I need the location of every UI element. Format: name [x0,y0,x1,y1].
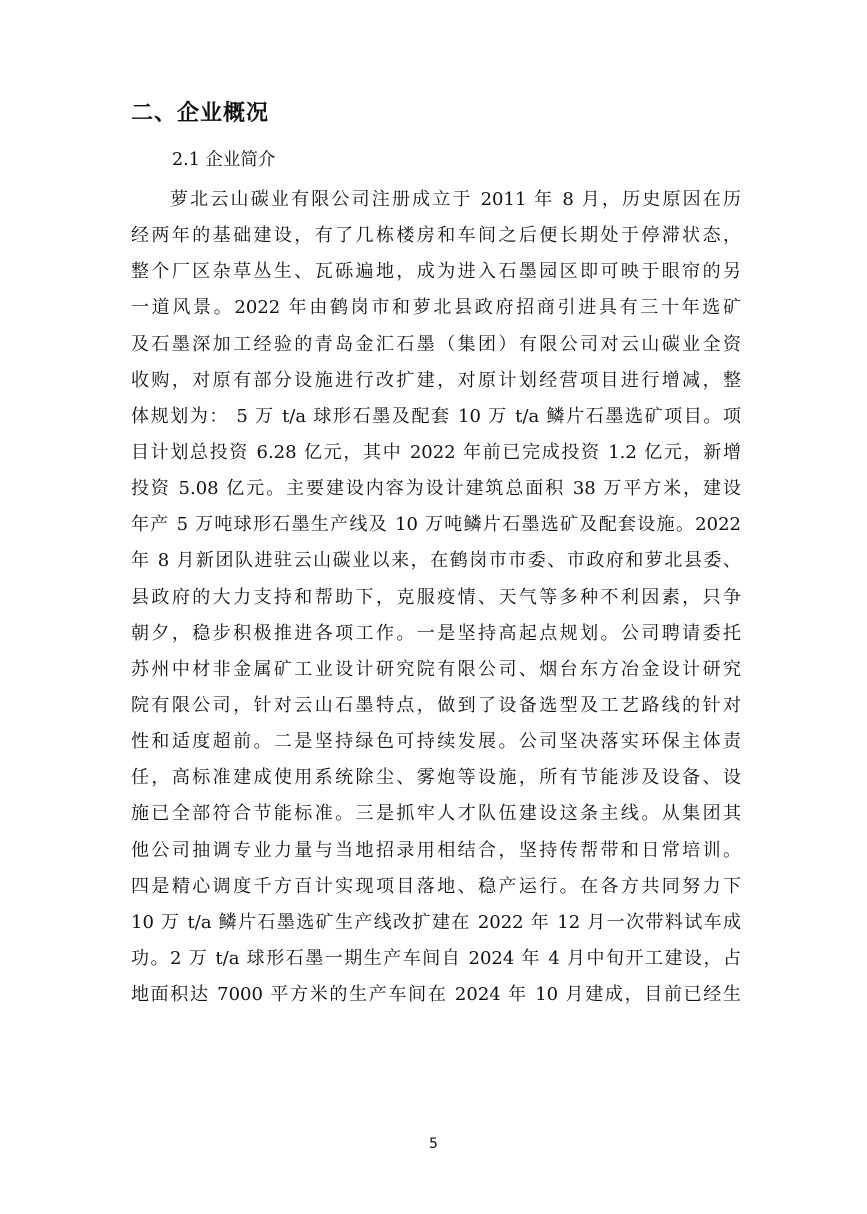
paragraph-line: 年 8 月新团队进驻云山碳业以来，在鹤岗市市委、市政府和萝北县委、 [131,550,741,572]
paragraph-line: 目计划总投资 6.28 亿元，其中 2022 年前已完成投资 1.2 亿元，新增 [131,441,741,463]
paragraph-line: 性和适度超前。二是坚持绿色可持续发展。公司坚决落实环保主体责 [131,731,741,753]
paragraph-line: 任，高标准建成使用系统除尘、雾炮等设施，所有节能涉及设备、设 [131,767,741,789]
body-paragraph [131,182,741,1013]
paragraph-line: 体规划为： 5 万 t/a 球形石墨及配套 10 万 t/a 鳞片石墨选矿项目。项 [131,405,741,427]
paragraph-line: 10 万 t/a 鳞片石墨选矿生产线改扩建在 2022 年 12 月一次带料试车成 [131,911,741,933]
section-heading: 二、企业概况 [131,101,270,126]
paragraph-line: 经两年的基础建设，有了几栋楼房和车间之后便长期处于停滞状态， [131,225,741,247]
page-number: 5 [429,1136,438,1152]
paragraph-line: 收购，对原有部分设施进行改扩建，对原计划经营项目进行增减，整 [131,369,741,391]
paragraph-line: 功。2 万 t/a 球形石墨一期生产车间自 2024 年 4 月中旬开工建设，占 [131,947,741,969]
paragraph-line: 投资 5.08 亿元。主要建设内容为设计建筑总面积 38 万平方米，建设 [131,478,741,500]
paragraph-line: 萝北云山碳业有限公司注册成立于 2011 年 8 月，历史原因在历 [170,189,741,210]
paragraph-line: 及石墨深加工经验的青岛金汇石墨（集团）有限公司对云山碳业全资 [131,333,741,355]
paragraph-line: 年产 5 万吨球形石墨生产线及 10 万吨鳞片石墨选矿及配套设施。2022 [131,514,741,536]
paragraph-line: 朝夕，稳步积极推进各项工作。一是坚持高起点规划。公司聘请委托 [131,622,741,644]
paragraph-line: 一道风景。2022 年由鹤岗市和萝北县政府招商引进具有三十年选矿 [131,297,741,319]
subsection-heading: 2.1 企业简介 [172,150,276,170]
paragraph-line: 他公司抽调专业力量与当地招录用相结合，坚持传帮带和日常培训。 [131,839,741,861]
paragraph-line: 四是精心调度千方百计实现项目落地、稳产运行。在各方共同努力下 [131,875,741,897]
paragraph-line: 地面积达 7000 平方米的生产车间在 2024 年 10 月建成，目前已经生 [131,984,741,1006]
paragraph-line: 施已全部符合节能标准。三是抓牢人才队伍建设这条主线。从集团其 [131,803,741,825]
paragraph-line: 苏州中材非金属矿工业设计研究院有限公司、烟台东方冶金设计研究 [131,658,741,680]
paragraph-line: 县政府的大力支持和帮助下，克服疫情、天气等多种不利因素，只争 [131,586,741,608]
paragraph-line: 院有限公司，针对云山石墨特点，做到了设备选型及工艺路线的针对 [131,694,741,716]
paragraph-line: 整个厂区杂草丛生、瓦砾遍地，成为进入石墨园区即可映于眼帘的另 [131,261,741,283]
